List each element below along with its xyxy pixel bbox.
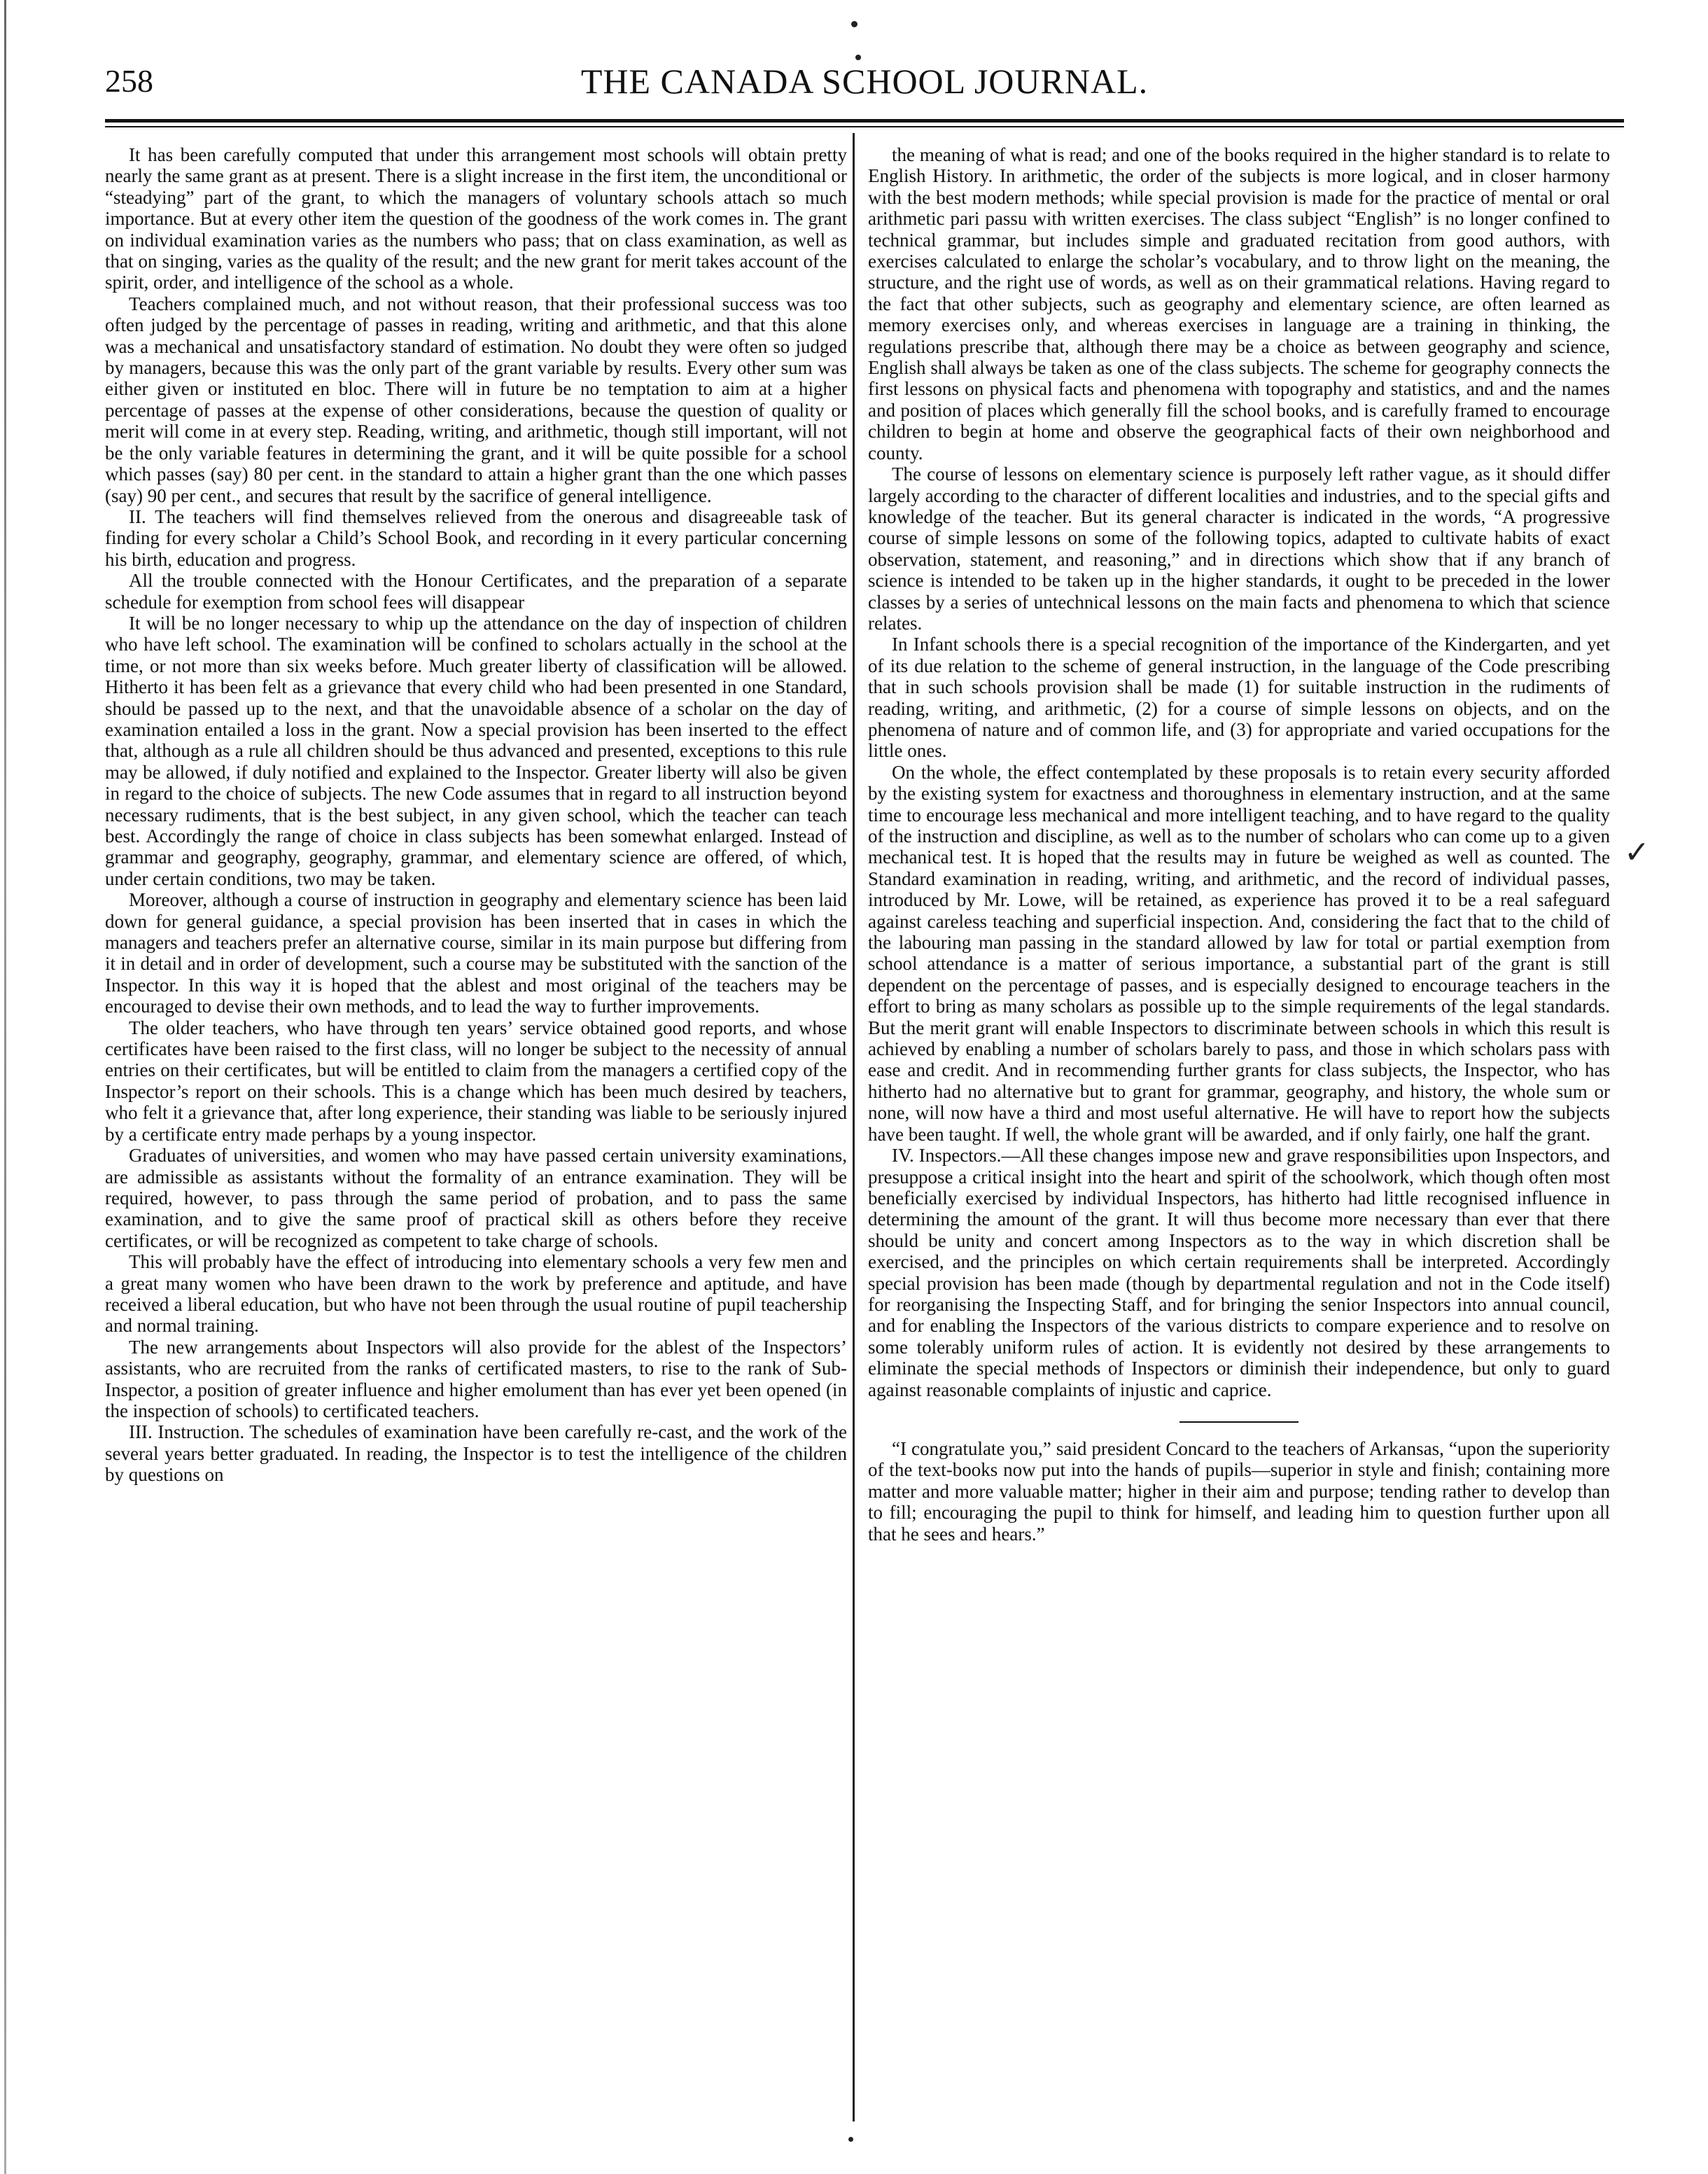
right-column — [868, 144, 1610, 1545]
paragraph: It will be no longer necessary to whip up the attendance on the day of inspection of children who have left school. The examination will be confined to scholars actually in the school at the time, or not more than six weeks before. Much greater liberty of classification will be allowed. Hitherto it has been felt as a grievance that every child who had been presented in one Standard, should be passed up to the next, and that the unavoidable absence of a scholar on the day of examination entailed a loss in the grant. Now a special provision has been inserted to the effect that, although as a rule all children should be thus advanced and presented, exceptions to this rule may be allowed, if duly notified and explained to the Inspector. Greater liberty will also be given in regard to the choice of subjects. The new Code assumes that in regard to all instruction beyond necessary rudiments, that is the best subject, in any given school, which the teacher can teach best. Accordingly the range of choice in class subjects has been somewhat enlarged. Instead of grammar and geography, geography, grammar, and elementary science are offered, of which, under certain conditions, two may be taken. — [105, 612, 847, 889]
paragraph: Moreover, although a course of instruction in geography and elementary science has been laid down for general guidance, a special provision has been inserted that in cases in which the managers and teachers prefer an alternative course, similar in its main purpose but differing from it in detail and in order of development, such a course may be substituted with the sanction of the Inspector. In this way it is hoped that the ablest and most original of the teachers may be encouraged to devise their own methods, and to lead the way to further improvements. — [105, 889, 847, 1017]
paragraph: The course of lessons on elementary science is purposely left rather vague, as it should differ largely according to the character of different localities and industries, and to the special gifts and knowledge of the teacher. But its general character is indicated in the words, “A progressive course of simple lessons on some of the following topics, adapted to cultivate habits of exact observation, statement, and reasoning,” and in directions which show that if any branch of science is intended to be taken up in the higher standards, it ought to be preceded in the lower classes by a series of untechnical lessons on the main facts and phenomena to which that science relates. — [868, 464, 1610, 634]
header-rule-thick — [105, 119, 1624, 123]
margin-checkmark-icon: ✓ — [1624, 835, 1650, 870]
paragraph: It has been carefully computed that under this arrangement most schools will obtain pretty nearly the same grant as at present. There is a slight increase in the first item, the unconditional or “steadying” part of the grant, to which the managers of voluntary schools attach so much importance. But at every other item the question of the goodness of the work comes in. The grant on individual examination varies as the numbers who pass; that on class examination, as well as that on singing, varies as the quality of the result; and the new grant for merit takes account of the spirit, order, and intelligence of the school as a whole. — [105, 144, 847, 293]
ink-speck — [848, 2137, 853, 2142]
paragraph: IV. Inspectors.—All these changes impose new and grave responsibilities upon Inspectors, and presuppose a critical insight into the heart and spirit of the schoolwork, which though often most beneficially exercised by individual Inspectors, has hitherto had little recognised influence in determining the amount of the grant. It will thus become more necessary than ever that there should be unity and concert among Inspectors as to the way in which discretion shall be exercised, and the principles on which certain requirements shall be interpreted. Accordingly special provision has been made (though by departmental regulation and not in the Code itself) for reorganising the Inspecting Staff, and for bringing the senior Inspectors into annual council, and for enabling the Inspectors of the various districts to compare experience and to resolve on some tolerably uniform rules of action. It is evidently not desired by these arrangements to eliminate the special methods of Inspectors or diminish their independence, but only to guard against reasonable complaints of injustic and caprice. — [868, 1145, 1610, 1400]
paragraph: All the trouble connected with the Honour Certificates, and the preparation of a separate schedule for exemption from school fees will disappear — [105, 570, 847, 613]
left-column — [105, 144, 847, 1486]
ink-speck — [851, 21, 858, 27]
page-header — [105, 60, 1624, 109]
paragraph: the meaning of what is read; and one of the books required in the higher standard is to relate to English History. In arithmetic, the order of the subjects is more logical, and in closer harmony with the best modern methods; while special provision is made for the practice of mental or oral arithmetic pari passu with written exercises. The class subject “English” is no longer confined to technical grammar, but includes simple and graduated recitation from good authors, with exercises calculated to enlarge the scholar’s vocabulary, and to throw light on the meaning, the structure, and the right use of words, as well as on their grammatical relations. Having regard to the fact that other subjects, such as geography and elementary science, are often learned as memory exercises only, and whereas exercises in language are a training in thinking, the regulations prescribe that, although there may be a choice as between geography and science, English shall always be taken as one of the class subjects. The scheme for geography connects the first lessons on physical facts and phenomena with topography and statistics, and and the names and position of places which generally fill the school books, and is carefully framed to encourage children to begin at home and observe the geographical facts of their own neighborhood and county. — [868, 144, 1610, 464]
paragraph: III. Instruction. The schedules of examination have been carefully re-cast, and the work of the several years better graduated. In reading, the Inspector is to test the intelligence of the children by questions on — [105, 1421, 847, 1486]
column-divider — [853, 133, 855, 2121]
section-divider — [1180, 1421, 1298, 1423]
header-rule-thin — [105, 126, 1624, 127]
quote-paragraph: “I congratulate you,” said president Concard to the teachers of Arkansas, “upon the superiority of the text-books now put into the hands of pupils—superior in style and finish; containing more matter and more valuable matter; higher in their aim and purpose; tending rather to develop than to fill; encouraging the pupil to think for himself, and leading him to question further upon all that he sees and hears.” — [868, 1437, 1610, 1545]
ink-speck — [855, 55, 861, 60]
paragraph: The older teachers, who have through ten years’ service obtained good reports, and whose certificates have been raised to the first class, will no longer be subject to the necessity of annual entries on their certificates, but will be entitled to claim from the managers a certified copy of the Inspector’s report on their schools. This is a change which has been much desired by teachers, who felt it a grievance that, after long experience, their standing was liable to be seriously injured by a certificate entry made perhaps by a young inspector. — [105, 1017, 847, 1145]
journal-title: THE CANADA SCHOOL JOURNAL. — [580, 62, 1149, 101]
paragraph: On the whole, the effect contemplated by these proposals is to retain every security afforded by the existing system for exactness and thoroughness in elementary instruction, and at the same time to encourage less mechanical and more intelligent teaching, and to have regard to the quality of the instruction and discipline, as well as to the number of scholars who can come up to a given mechanical test. It is hoped that the results may in future be weighed as well as counted. The Standard examination in reading, writing, and arithmetic, and the record of individual passes, introduced by Mr. Lowe, will be retained, as experience has proved it to be a real safeguard against careless teaching and superficial inspection. And, considering the fact that to the child of the labouring man passing in the standard allowed by law for total or partial exemption from school attendance is a matter of serious importance, a substantial part of the grant is still dependent on the percentage of passes, and is especially designed to encourage teachers in the effort to bring as many scholars as possible up to the simple requirements of the legal standards. But the merit grant will enable Inspectors to discriminate between schools in which this result is achieved by enabling a number of scholars barely to pass, and those in which scholars pass with ease and credit. And in recommending further grants for class subjects, the Inspector, who has hitherto had no alternative but to grant for grammar, geography, and history, the whole sum or none, will now have a third and most useful alternative. He will have to report how the subjects have been taught. If well, the whole grant will be awarded, and if only fairly, one half the grant. — [868, 761, 1610, 1145]
quote-block — [868, 1438, 1610, 1545]
paragraph: In Infant schools there is a special recognition of the importance of the Kindergarten, and yet of its due relation to the scheme of general instruction, in the language of the Code prescribing that in such schools provision shall be made (1) for suitable instruction in the rudiments of reading, writing, and arithmetic, (2) for a course of simple lessons on objects, and on the phenomena of nature and of common life, and (3) for appropriate and varied occupations for the little ones. — [868, 634, 1610, 762]
paragraph: Graduates of universities, and women who may have passed certain university examinations, are admissible as assistants without the formality of an entrance examination. They will be required, however, to pass through the same period of probation, and to pass the same examination, and to give the same proof of practical skill as others before they receive certificates, or will be recognized as competent to take charge of schools. — [105, 1145, 847, 1251]
page-number: 258 — [105, 63, 153, 99]
paragraph: Teachers complained much, and not without reason, that their professional success was too often judged by the percentage of passes in reading, writing and arithmetic, and that this alone was a mechanical and unsatisfactory standard of estimation. No doubt they were often so judged by managers, because this was the only part of the grant variable by results. Every other sum was either given or instituted en bloc. There will in future be no temptation to aim at a higher percentage of passes at the expense of other considerations, because the question of quality or merit will come in at every step. Reading, writing, and arithmetic, though still important, will not be the only variable features in determining the grant, and it will be quite possible for a school which passes (say) 80 per cent. in the standard to attain a higher grant than the one which passes (say) 90 per cent., and secures that result by the sacrifice of general intelligence. — [105, 293, 847, 506]
paragraph: This will probably have the effect of introducing into elementary schools a very few men and a great many women who have been drawn to the work by preference and aptitude, and have received a liberal education, but who have not been through the usual routine of pupil teachership and normal training. — [105, 1251, 847, 1337]
page-edge-shadow — [4, 0, 6, 2174]
paragraph: II. The teachers will find themselves relieved from the onerous and disagreeable task of finding for every scholar a Child’s School Book, and recording in it every particular concerning his birth, education and progress. — [105, 506, 847, 570]
paragraph: The new arrangements about Inspectors will also provide for the ablest of the Inspectors’ assistants, who are recruited from the ranks of certificated masters, to rise to the rank of Sub-Inspector, a position of greater influence and higher emolument than has ever yet been opened (in the inspection of schools) to certificated teachers. — [105, 1336, 847, 1421]
